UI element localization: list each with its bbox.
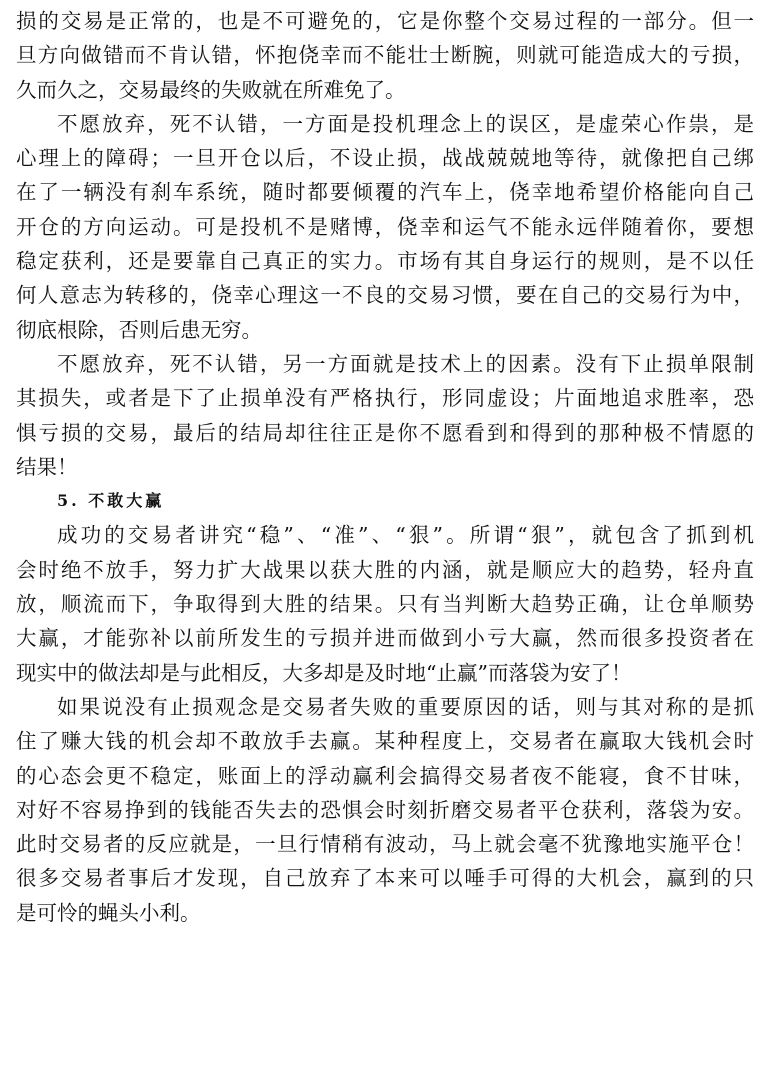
text-line: 如果说没有止损观念是交易者失败的重要原因的话，则与其对称的是抓 xyxy=(57,694,754,719)
text-line: 在了一辆没有刹车系统，随时都要倾覆的汽车上，侥幸地希望价格能向自己 xyxy=(16,180,754,205)
paragraph-bold-win xyxy=(16,518,754,689)
text-line: 很多交易者事后才发现，自己放弃了本来可以唾手可得的大机会，赢到的只 xyxy=(16,866,754,891)
text-line: 不愿放弃，死不认错，一方面是投机理念上的误区，是虚荣心作祟，是 xyxy=(57,111,754,136)
text-line: 彻底根除，否则后患无穷。 xyxy=(16,317,262,342)
text-line: 此时交易者的反应就是，一旦行情稍有波动，马上就会毫不犹豫地实施平仓！ xyxy=(16,832,754,857)
text-line: 开仓的方向运动。可是投机不是赌博，侥幸和运气不能永远伴随着你，要想 xyxy=(16,214,754,239)
text-line: 结果！ xyxy=(16,454,78,479)
paragraph-fear-of-winning xyxy=(16,690,754,930)
document-page xyxy=(16,4,754,930)
text-line: 旦方向做错而不肯认错，怀抱侥幸而不能壮士断腕，则就可能造成大的亏损， xyxy=(16,43,754,68)
paragraph-mindset xyxy=(16,107,754,347)
text-line: 其损失，或者是下了止损单没有严格执行，形同虚设；片面地追求胜率，恐 xyxy=(16,386,754,411)
text-line: 现实中的做法却是与此相反，大多却是及时地“止赢”而落袋为安了！ xyxy=(16,660,632,685)
text-line: 放，顺流而下，争取得到大胜的结果。只有当判断大趋势正确，让仓单顺势 xyxy=(16,592,754,617)
text-line: 成功的交易者讲究“稳”、“准”、“狠”。所谓“狠”，就包含了抓到机 xyxy=(57,523,754,548)
text-line: 住了赚大钱的机会却不敢放手去赢。某种程度上，交易者在赢取大钱机会时 xyxy=(16,729,754,754)
paragraph-technical xyxy=(16,347,754,484)
text-line: 久而久之，交易最终的失败就在所难免了。 xyxy=(16,77,406,102)
paragraph-loss-acceptance xyxy=(16,4,754,107)
text-line: 损的交易是正常的，也是不可避免的，它是你整个交易过程的一部分。但一 xyxy=(16,9,754,33)
text-line: 是可怜的蝇头小利。 xyxy=(16,900,201,925)
text-line: 会时绝不放手，努力扩大战果以获大胜的内涵，就是顺应大的趋势，轻舟直 xyxy=(16,557,754,582)
text-line: 稳定获利，还是要靠自己真正的实力。市场有其自身运行的规则，是不以任 xyxy=(16,249,754,274)
text-line: 何人意志为转移的，侥幸心理这一不良的交易习惯，要在自己的交易行为中， xyxy=(16,283,754,308)
text-line: 惧亏损的交易，最后的结局却往往正是你不愿看到和得到的那种极不情愿的 xyxy=(16,420,754,445)
text-line: 对好不容易挣到的钱能否失去的恐惧会时刻折磨交易者平仓获利，落袋为安。 xyxy=(16,797,754,822)
text-line: 不愿放弃，死不认错，另一方面就是技术上的因素。没有下止损单限制 xyxy=(57,351,754,376)
text-line: 心理上的障碍；一旦开仓以后，不设止损，战战兢兢地等待，就像把自己绑 xyxy=(16,146,754,171)
text-line: 的心态会更不稳定，账面上的浮动赢利会搞得交易者夜不能寝，食不甘味， xyxy=(16,763,754,788)
text-line: 大赢，才能弥补以前所发生的亏损并进而做到小亏大赢，然而很多投资者在 xyxy=(16,626,754,651)
section-heading: 5. 不敢大赢 xyxy=(57,491,165,511)
